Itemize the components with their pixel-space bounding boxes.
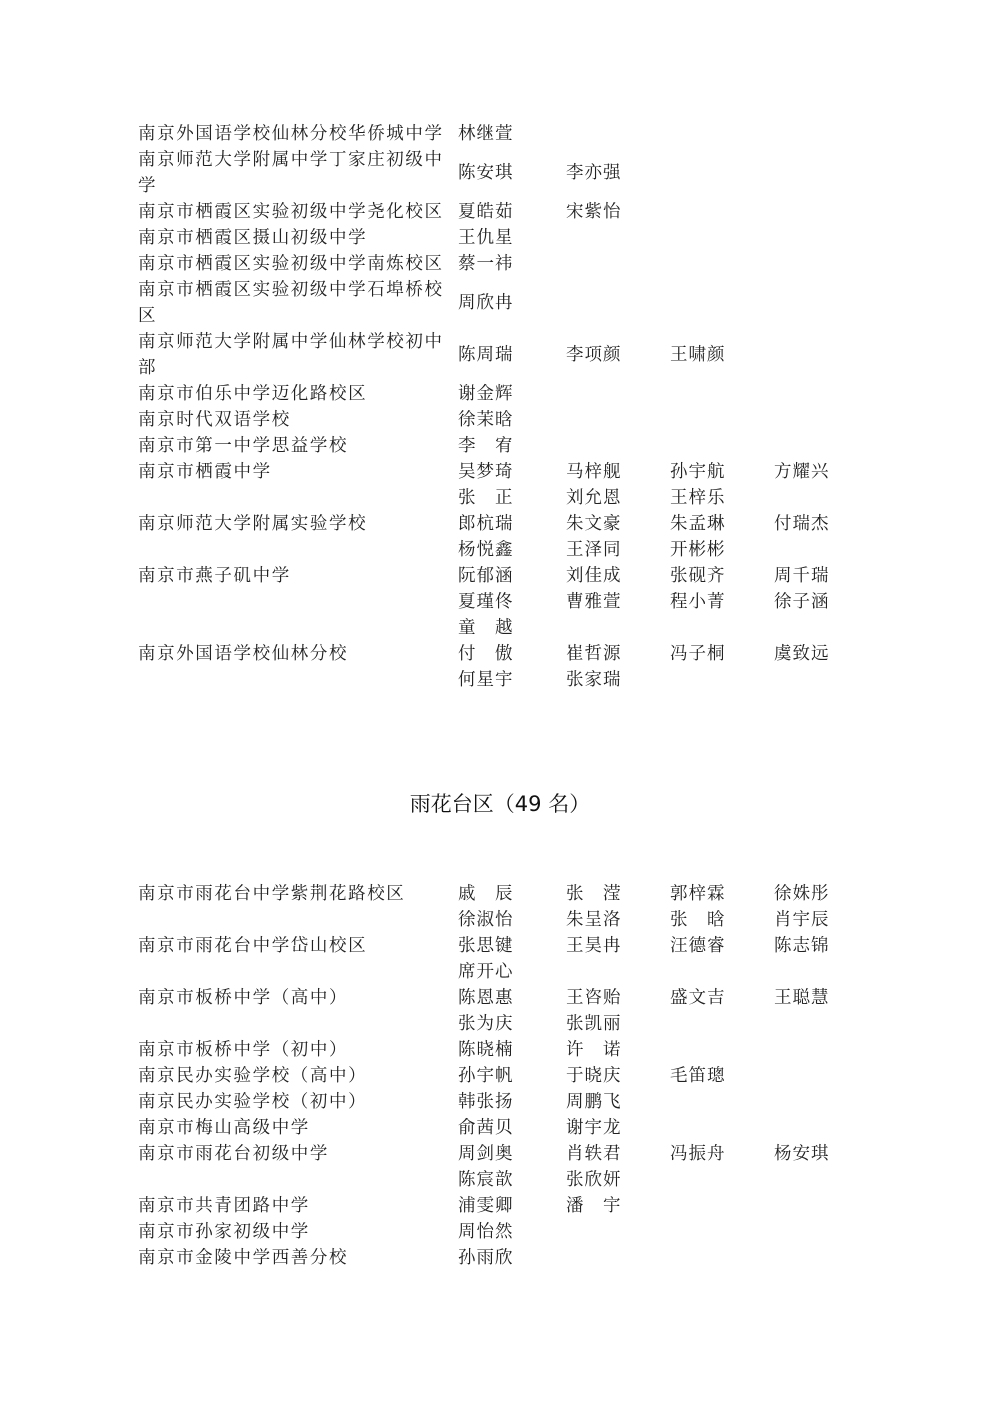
school-name: 南京市栖霞区实验初级中学石埠桥校区 <box>138 280 444 326</box>
student-name: 马梓舰 <box>566 462 622 482</box>
student-names <box>458 641 878 693</box>
student-name: 付 傲 <box>458 644 514 664</box>
student-names <box>458 1089 878 1115</box>
award-list-section-1 <box>138 121 878 693</box>
school-entry <box>138 1037 878 1063</box>
student-names <box>458 1219 878 1245</box>
student-name: 孙宇帆 <box>458 1066 514 1086</box>
student-name: 盛文吉 <box>670 988 726 1008</box>
school-entry <box>138 225 878 251</box>
student-names <box>458 407 878 433</box>
student-name: 戚 辰 <box>458 884 514 904</box>
school-entry <box>138 459 878 511</box>
student-name: 谢金辉 <box>458 384 514 404</box>
student-name: 于晓庆 <box>566 1066 622 1086</box>
student-name: 许 诺 <box>566 1040 622 1060</box>
student-name: 王咨贻 <box>566 988 622 1008</box>
school-name: 南京民办实验学校（高中） <box>138 1066 368 1086</box>
student-names <box>458 1245 878 1271</box>
student-name: 杨悦鑫 <box>458 540 514 560</box>
student-name: 刘佳成 <box>566 566 622 586</box>
school-entry <box>138 641 878 693</box>
school-name: 南京市栖霞中学 <box>138 462 272 482</box>
student-name: 崔哲源 <box>566 644 622 664</box>
student-names <box>458 381 878 407</box>
student-name: 周欣冉 <box>458 293 514 313</box>
school-name: 南京市板桥中学（高中） <box>138 988 349 1008</box>
school-entry <box>138 147 878 199</box>
student-name: 张 晗 <box>670 910 726 930</box>
school-entry <box>138 1063 878 1089</box>
student-name: 朱孟琳 <box>670 514 726 534</box>
student-name: 韩张扬 <box>458 1092 514 1112</box>
award-list-section-2 <box>138 881 878 1271</box>
student-name: 周鹏飞 <box>566 1092 622 1112</box>
student-names <box>458 881 878 933</box>
student-names <box>458 342 878 368</box>
school-entry <box>138 1219 878 1245</box>
student-name: 郎杭瑞 <box>458 514 514 534</box>
student-name: 孙雨欣 <box>458 1248 514 1268</box>
school-entry <box>138 511 878 563</box>
school-name: 南京外国语学校仙林分校 <box>138 644 349 664</box>
school-entry <box>138 563 878 641</box>
school-name: 南京时代双语学校 <box>138 410 291 430</box>
student-name: 谢宇龙 <box>566 1118 622 1138</box>
student-name: 周怡然 <box>458 1222 514 1242</box>
school-entry <box>138 251 878 277</box>
student-name: 席开心 <box>458 962 514 982</box>
student-name: 王聪慧 <box>774 988 830 1008</box>
student-name: 浦雯卿 <box>458 1196 514 1216</box>
school-name: 南京师范大学附属中学丁家庄初级中学 <box>138 150 444 196</box>
student-name: 陈恩惠 <box>458 988 514 1008</box>
school-name: 南京师范大学附属中学仙林学校初中部 <box>138 332 444 378</box>
student-names <box>458 290 878 316</box>
school-name: 南京外国语学校仙林分校华侨城中学 <box>138 124 444 144</box>
school-entry <box>138 329 878 381</box>
student-name: 夏皓茹 <box>458 202 514 222</box>
school-name: 南京市第一中学思益学校 <box>138 436 349 456</box>
student-name: 徐茉晗 <box>458 410 514 430</box>
school-name: 南京民办实验学校（初中） <box>138 1092 368 1112</box>
school-name: 南京市栖霞区摄山初级中学 <box>138 228 368 248</box>
student-name: 冯子桐 <box>670 644 726 664</box>
student-names <box>458 933 878 985</box>
student-name: 郭梓霖 <box>670 884 726 904</box>
student-name: 徐姝彤 <box>774 884 830 904</box>
student-name: 徐淑怡 <box>458 910 514 930</box>
student-name: 张为庆 <box>458 1014 514 1034</box>
student-names <box>458 433 878 459</box>
student-name: 王泽同 <box>566 540 622 560</box>
student-name: 宋紫怡 <box>566 202 622 222</box>
student-name: 冯振舟 <box>670 1144 726 1164</box>
school-entry <box>138 407 878 433</box>
student-name: 方耀兴 <box>774 462 830 482</box>
school-entry <box>138 933 878 985</box>
student-name: 陈周瑞 <box>458 345 514 365</box>
student-name: 张砚齐 <box>670 566 726 586</box>
student-name: 程小菁 <box>670 592 726 612</box>
student-name: 阮郁涵 <box>458 566 514 586</box>
student-name: 周剑奥 <box>458 1144 514 1164</box>
student-name: 王昊冉 <box>566 936 622 956</box>
school-name: 南京市雨花台中学岱山校区 <box>138 936 368 956</box>
school-entry <box>138 381 878 407</box>
student-names <box>458 511 878 563</box>
school-name: 南京市栖霞区实验初级中学尧化校区 <box>138 202 444 222</box>
student-names <box>458 1141 878 1193</box>
student-name: 周千瑞 <box>774 566 830 586</box>
student-name: 王梓乐 <box>670 488 726 508</box>
student-name: 汪德睿 <box>670 936 726 956</box>
student-name: 潘 宇 <box>566 1196 622 1216</box>
school-name: 南京市板桥中学（初中） <box>138 1040 349 1060</box>
student-names <box>458 1063 878 1089</box>
student-name: 陈宸歆 <box>458 1170 514 1190</box>
school-entry <box>138 1115 878 1141</box>
school-name: 南京市栖霞区实验初级中学南炼校区 <box>138 254 444 274</box>
student-name: 朱呈洛 <box>566 910 622 930</box>
school-entry <box>138 1141 878 1193</box>
student-name: 张凯丽 <box>566 1014 622 1034</box>
student-name: 张欣妍 <box>566 1170 622 1190</box>
school-entry <box>138 985 878 1037</box>
student-names <box>458 1115 878 1141</box>
student-name: 张 滢 <box>566 884 622 904</box>
student-name: 徐子涵 <box>774 592 830 612</box>
school-name: 南京市共青团路中学 <box>138 1196 310 1216</box>
school-name: 南京市梅山高级中学 <box>138 1118 310 1138</box>
student-name: 朱文豪 <box>566 514 622 534</box>
school-entry <box>138 1245 878 1271</box>
student-name: 孙宇航 <box>670 462 726 482</box>
student-name: 陈志锦 <box>774 936 830 956</box>
student-name: 何星宇 <box>458 670 514 690</box>
school-name: 南京师范大学附属实验学校 <box>138 514 368 534</box>
student-name: 李 宥 <box>458 436 514 456</box>
student-name: 陈晓楠 <box>458 1040 514 1060</box>
student-name: 陈安琪 <box>458 163 514 183</box>
school-name: 南京市伯乐中学迈化路校区 <box>138 384 368 404</box>
student-names <box>458 1193 878 1219</box>
student-name: 杨安琪 <box>774 1144 830 1164</box>
student-name: 吴梦琦 <box>458 462 514 482</box>
student-name: 俞茜贝 <box>458 1118 514 1138</box>
student-name: 李项颜 <box>566 345 622 365</box>
school-entry <box>138 433 878 459</box>
student-name: 蔡一祎 <box>458 254 514 274</box>
student-name: 刘允恩 <box>566 488 622 508</box>
student-names <box>458 985 878 1037</box>
school-entry <box>138 881 878 933</box>
student-name: 李亦强 <box>566 163 622 183</box>
district-heading: 雨花台区（49 名） <box>409 792 591 816</box>
student-name: 肖宇辰 <box>774 910 830 930</box>
student-name: 张思键 <box>458 936 514 956</box>
student-name: 张 正 <box>458 488 514 508</box>
student-name: 肖轶君 <box>566 1144 622 1164</box>
school-entry <box>138 1089 878 1115</box>
student-names <box>458 459 878 511</box>
school-entry <box>138 1193 878 1219</box>
school-name: 南京市雨花台初级中学 <box>138 1144 329 1164</box>
school-name: 南京市金陵中学西善分校 <box>138 1248 349 1268</box>
student-name: 林继萱 <box>458 124 514 144</box>
school-name: 南京市孙家初级中学 <box>138 1222 310 1242</box>
student-name: 曹雅萱 <box>566 592 622 612</box>
student-name: 王啸颜 <box>670 345 726 365</box>
student-names <box>458 160 878 186</box>
student-name: 虞致远 <box>774 644 830 664</box>
school-entry <box>138 199 878 225</box>
student-name: 张家瑞 <box>566 670 622 690</box>
student-names <box>458 225 878 251</box>
student-name: 童 越 <box>458 618 514 638</box>
school-entry <box>138 121 878 147</box>
student-name: 毛笛璁 <box>670 1066 726 1086</box>
school-name: 南京市燕子矶中学 <box>138 566 291 586</box>
student-name: 付瑞杰 <box>774 514 830 534</box>
student-names <box>458 121 878 147</box>
student-names <box>458 1037 878 1063</box>
student-name: 夏瑾佟 <box>458 592 514 612</box>
school-name: 南京市雨花台中学紫荆花路校区 <box>138 884 406 904</box>
student-names <box>458 251 878 277</box>
student-name: 王仇星 <box>458 228 514 248</box>
school-entry <box>138 277 878 329</box>
student-names <box>458 563 878 641</box>
student-names <box>458 199 878 225</box>
student-name: 开彬彬 <box>670 540 726 560</box>
